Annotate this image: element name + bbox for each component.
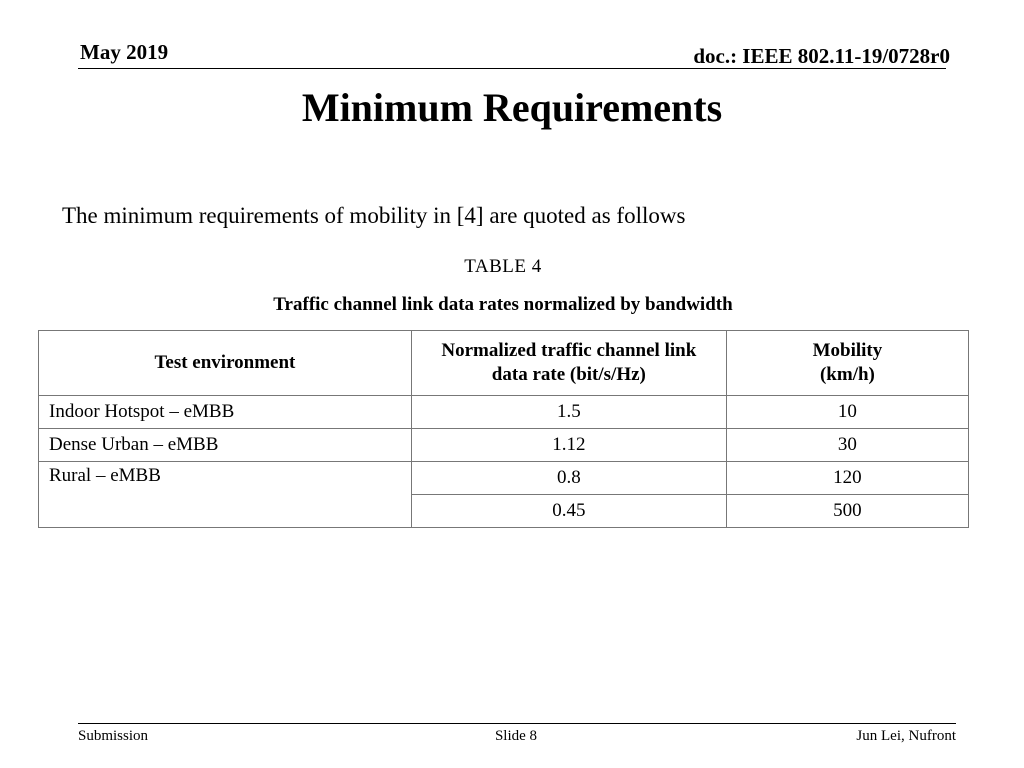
cell-mobility: 10 <box>726 396 968 429</box>
requirements-table <box>38 330 969 528</box>
table-header-row <box>39 331 969 396</box>
cell-rate: 0.45 <box>411 495 726 528</box>
footer-author: Jun Lei, Nufront <box>856 728 956 744</box>
slide-title: Minimum Requirements <box>301 85 723 130</box>
cell-mobility: 30 <box>726 429 968 462</box>
cell-mobility: 120 <box>726 462 968 495</box>
header-mob-line1: Mobility <box>812 340 883 361</box>
table-row <box>39 462 969 495</box>
footer-slide-number: Slide 8 <box>494 728 538 744</box>
header-data-rate <box>411 331 726 396</box>
table-row <box>39 396 969 429</box>
header-rate-line1: Normalized traffic channel link <box>441 340 697 361</box>
cell-env: Rural – eMBB <box>39 462 412 528</box>
header-env-label: Test environment <box>154 352 296 373</box>
header-divider <box>78 68 946 69</box>
table-number: TABLE 4 <box>464 256 542 277</box>
cell-env: Indoor Hotspot – eMBB <box>39 396 412 429</box>
cell-rate: 1.12 <box>411 429 726 462</box>
header-mobility <box>726 331 968 396</box>
table-caption: Traffic channel link data rates normalized by bandwidth <box>273 294 733 315</box>
header-date: May 2019 <box>80 40 169 64</box>
header-mob-line2: (km/h) <box>819 364 875 385</box>
cell-rate: 1.5 <box>411 396 726 429</box>
cell-mobility: 500 <box>726 495 968 528</box>
table-row <box>39 429 969 462</box>
header-test-environment <box>39 331 412 396</box>
footer-submission: Submission <box>78 728 149 744</box>
header-doc-id: doc.: IEEE 802.11-19/0728r0 <box>693 44 950 68</box>
cell-env: Dense Urban – eMBB <box>39 429 412 462</box>
footer-divider <box>78 723 956 724</box>
header-rate-line2: data rate (bit/s/Hz) <box>491 364 646 385</box>
cell-rate: 0.8 <box>411 462 726 495</box>
intro-text: The minimum requirements of mobility in [4] are quoted as follows <box>62 203 686 228</box>
